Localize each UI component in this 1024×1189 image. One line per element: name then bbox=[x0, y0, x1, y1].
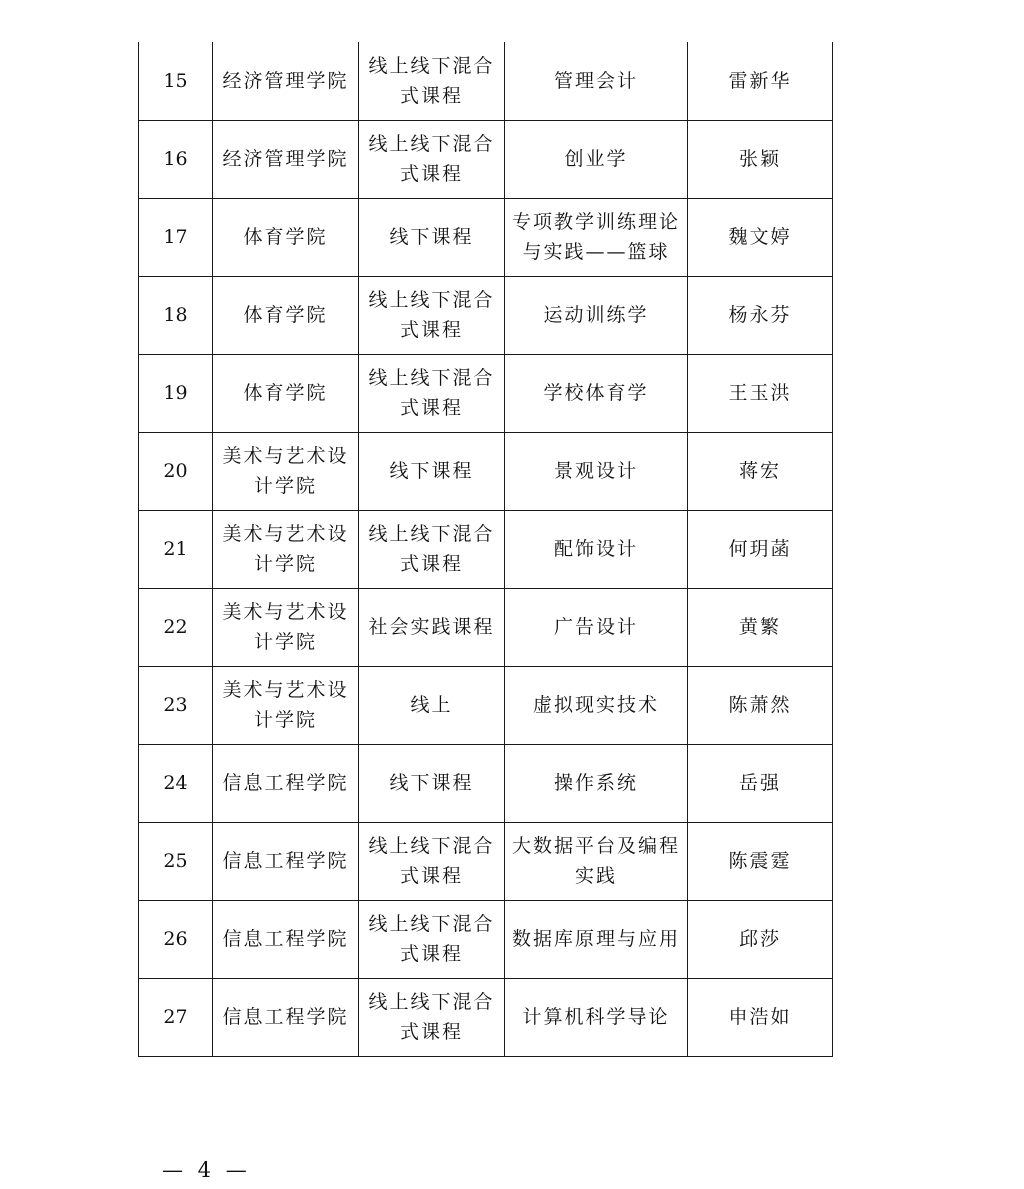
course-name-cell: 专项教学训练理论与实践——篮球 bbox=[505, 198, 688, 276]
table-row bbox=[139, 666, 833, 744]
course-type-cell: 线上 bbox=[359, 666, 505, 744]
course-name-cell: 景观设计 bbox=[505, 432, 688, 510]
course-name-cell: 数据库原理与应用 bbox=[505, 900, 688, 978]
course-name-cell: 学校体育学 bbox=[505, 354, 688, 432]
course-type-cell: 线下课程 bbox=[359, 744, 505, 822]
teacher-cell: 申浩如 bbox=[688, 978, 833, 1056]
course-name-cell: 管理会计 bbox=[505, 42, 688, 120]
college-cell: 体育学院 bbox=[213, 198, 359, 276]
table-row bbox=[139, 744, 833, 822]
college-cell: 美术与艺术设计学院 bbox=[213, 510, 359, 588]
teacher-cell: 雷新华 bbox=[688, 42, 833, 120]
table-row bbox=[139, 198, 833, 276]
teacher-cell: 魏文婷 bbox=[688, 198, 833, 276]
teacher-cell: 岳强 bbox=[688, 744, 833, 822]
course-type-cell: 线上线下混合式课程 bbox=[359, 42, 505, 120]
course-name-cell: 广告设计 bbox=[505, 588, 688, 666]
course-type-cell: 线上线下混合式课程 bbox=[359, 822, 505, 900]
course-type-cell: 线上线下混合式课程 bbox=[359, 510, 505, 588]
row-number: 18 bbox=[139, 276, 213, 354]
table-row bbox=[139, 276, 833, 354]
course-type-cell: 线上线下混合式课程 bbox=[359, 900, 505, 978]
course-name-cell: 运动训练学 bbox=[505, 276, 688, 354]
course-type-cell: 线上线下混合式课程 bbox=[359, 354, 505, 432]
table-row bbox=[139, 120, 833, 198]
college-cell: 美术与艺术设计学院 bbox=[213, 588, 359, 666]
table-row bbox=[139, 42, 833, 120]
college-cell: 信息工程学院 bbox=[213, 822, 359, 900]
table-row bbox=[139, 510, 833, 588]
teacher-cell: 陈萧然 bbox=[688, 666, 833, 744]
table-row bbox=[139, 432, 833, 510]
table-row bbox=[139, 900, 833, 978]
course-name-cell: 计算机科学导论 bbox=[505, 978, 688, 1056]
row-number: 23 bbox=[139, 666, 213, 744]
course-type-cell: 线下课程 bbox=[359, 432, 505, 510]
teacher-cell: 张颖 bbox=[688, 120, 833, 198]
college-cell: 经济管理学院 bbox=[213, 42, 359, 120]
page-number: — 4 — bbox=[162, 1158, 251, 1182]
row-number: 19 bbox=[139, 354, 213, 432]
row-number: 17 bbox=[139, 198, 213, 276]
teacher-cell: 黄繁 bbox=[688, 588, 833, 666]
course-type-cell: 线上线下混合式课程 bbox=[359, 120, 505, 198]
teacher-cell: 王玉洪 bbox=[688, 354, 833, 432]
table-row bbox=[139, 978, 833, 1056]
course-name-cell: 虚拟现实技术 bbox=[505, 666, 688, 744]
row-number: 21 bbox=[139, 510, 213, 588]
row-number: 26 bbox=[139, 900, 213, 978]
college-cell: 美术与艺术设计学院 bbox=[213, 666, 359, 744]
college-cell: 信息工程学院 bbox=[213, 744, 359, 822]
course-name-cell: 操作系统 bbox=[505, 744, 688, 822]
course-type-cell: 社会实践课程 bbox=[359, 588, 505, 666]
teacher-cell: 蒋宏 bbox=[688, 432, 833, 510]
college-cell: 经济管理学院 bbox=[213, 120, 359, 198]
college-cell: 体育学院 bbox=[213, 354, 359, 432]
college-cell: 美术与艺术设计学院 bbox=[213, 432, 359, 510]
row-number: 22 bbox=[139, 588, 213, 666]
teacher-cell: 陈震霆 bbox=[688, 822, 833, 900]
teacher-cell: 何玥菡 bbox=[688, 510, 833, 588]
row-number: 27 bbox=[139, 978, 213, 1056]
course-type-cell: 线下课程 bbox=[359, 198, 505, 276]
course-name-cell: 大数据平台及编程实践 bbox=[505, 822, 688, 900]
college-cell: 信息工程学院 bbox=[213, 900, 359, 978]
course-type-cell: 线上线下混合式课程 bbox=[359, 978, 505, 1056]
table-row bbox=[139, 822, 833, 900]
teacher-cell: 邱莎 bbox=[688, 900, 833, 978]
college-cell: 信息工程学院 bbox=[213, 978, 359, 1056]
course-name-cell: 创业学 bbox=[505, 120, 688, 198]
table-row bbox=[139, 588, 833, 666]
row-number: 16 bbox=[139, 120, 213, 198]
table-row bbox=[139, 354, 833, 432]
row-number: 20 bbox=[139, 432, 213, 510]
college-cell: 体育学院 bbox=[213, 276, 359, 354]
course-table bbox=[138, 42, 833, 1057]
row-number: 24 bbox=[139, 744, 213, 822]
course-name-cell: 配饰设计 bbox=[505, 510, 688, 588]
row-number: 15 bbox=[139, 42, 213, 120]
row-number: 25 bbox=[139, 822, 213, 900]
teacher-cell: 杨永芬 bbox=[688, 276, 833, 354]
course-type-cell: 线上线下混合式课程 bbox=[359, 276, 505, 354]
